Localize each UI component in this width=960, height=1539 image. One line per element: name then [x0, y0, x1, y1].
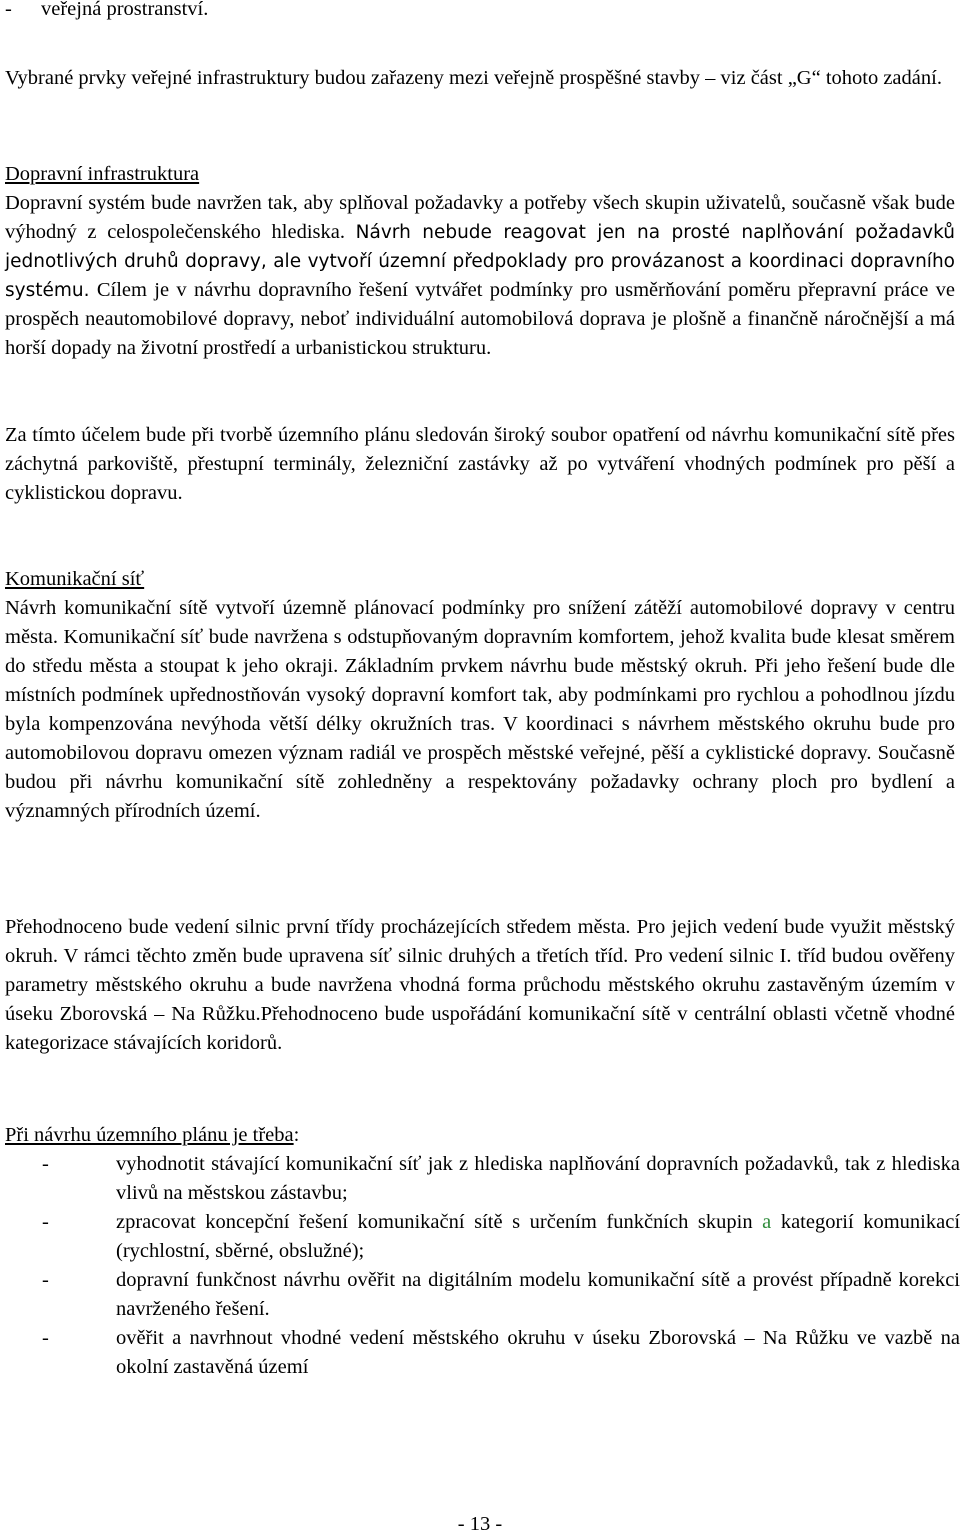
page-number: - 13 -	[457, 1513, 503, 1535]
section-heading-pri-navrhu	[5, 1121, 955, 1150]
paragraph-verejne: Vybrané prvky veřejné infrastruktury budou zařazeny mezi veřejně prospěšné stavby – viz část „G“ tohoto zadání.	[5, 67, 942, 89]
heading-text: Komunikační síť	[5, 568, 145, 590]
dash: -	[5, 0, 12, 20]
text-span: kategorií komunikací (rychlostní, sběrné, obslužné);	[116, 1211, 960, 1262]
paragraph-dopravni-2: Za tímto účelem bude při tvorbě územního plánu sledován široký soubor opatření od návrhu komunikační sítě přes záchytná parkoviště, přestupní terminály, železniční zastávky až po vytváření vhodných podmínek pro pěší a cyklistickou dopravu.	[5, 424, 955, 504]
heading-text: Při návrhu územního plánu je třeba	[5, 1124, 294, 1146]
list-item-text	[116, 1208, 960, 1266]
colon: :	[293, 1124, 300, 1146]
list-item-text: ověřit a navrhnout vhodné vedení městského okruhu v úseku Zborovská – Na Růžku ve vazbě na okolní zastavěná území	[116, 1327, 960, 1378]
dash: -	[42, 1211, 49, 1233]
paragraph-dopravni-1	[5, 189, 955, 363]
heading-text: Dopravní infrastruktura	[5, 163, 200, 185]
text-span: Cílem je v návrhu dopravního řešení vytvářet podmínky pro usměrňování poměru přepravní práce ve prospěch neautomobilové dopravy, neboť individuální automobilová doprava je plošně a finančně náročnější a má horší dopady na životní prostředí a urbanistickou strukturu.	[5, 279, 955, 359]
dash: -	[42, 1327, 49, 1349]
text-span: zpracovat koncepční řešení komunikační sítě s určením funkčních skupin	[116, 1211, 753, 1233]
text-span: Dopravní systém bude navržen tak, aby splňoval požadavky a potřeby všech skupin uživatelů, současně však bude výhodný z celospolečenského hlediska.	[5, 192, 955, 243]
section-heading-dopravni	[5, 160, 955, 189]
paragraph-komunikacni-2: Přehodnoceno bude vedení silnic první třídy procházejících středem města. Pro jejich vedení bude využit městský okruh. V rámci těchto změn bude upravena síť silnic druhých a třetích tříd. Pro vedení silnic I. tříd budou ověřeny parametry městského okruhu a bude navržena vhodná forma průchodu městského okruhu zastavěným územím v úseku Zborovská – Na Růžku.Přehodnoceno bude uspořádání komunikační sítě v centrální oblasti včetně vhodné kategorizace stávajících koridorů.	[5, 916, 955, 1054]
section-heading-komunikacni	[5, 565, 955, 594]
dash: -	[42, 1269, 49, 1291]
green-text: a	[762, 1211, 772, 1233]
dash: -	[42, 1153, 49, 1175]
paragraph-komunikacni-1: Návrh komunikační sítě vytvoří územně plánovací podmínky pro snížení zátěží automobilové dopravy v centru města. Komunikační síť bude navržena s odstupňovaným dopravním komfortem, jehož kvalita bude klesat směrem do středu města a stoupat k jeho okraji. Základním prvkem návrhu bude městský okruh. Při jeho řešení bude dle místních podmínek upřednostňován vysoký dopravní komfort tak, aby podmínkami pro rychlou a pohodlnou jízdu byla kompenzována nevýhoda větší délky okružních tras. V koordinaci s návrhem městského okruhu bude pro automobilovou dopravu omezen význam radiál ve prospěch městské veřejné, pěší a cyklistické dopravy. Současně budou při návrhu komunikační sítě zohledněny a respektovány požadavky ochrany ploch pro bydlení a významných přírodních území.	[5, 597, 955, 822]
list-item-text: vyhodnotit stávající komunikační síť jak z hlediska naplňování dopravních požadavků, tak z hlediska vlivů na městskou zástavbu;	[116, 1153, 960, 1204]
text-span-sans: Návrh nebude reagovat jen na prosté naplňování požadavků jednotlivých druhů dopravy, ale vytvoří územní předpoklady pro provázanost a koordinaci dopravního systému.	[5, 222, 955, 301]
list-item-text: veřejná prostranství.	[41, 0, 209, 20]
list-item-text: dopravní funkčnost návrhu ověřit na digitálním modelu komunikační sítě a provést případně korekci navrženého řešení.	[116, 1269, 960, 1320]
